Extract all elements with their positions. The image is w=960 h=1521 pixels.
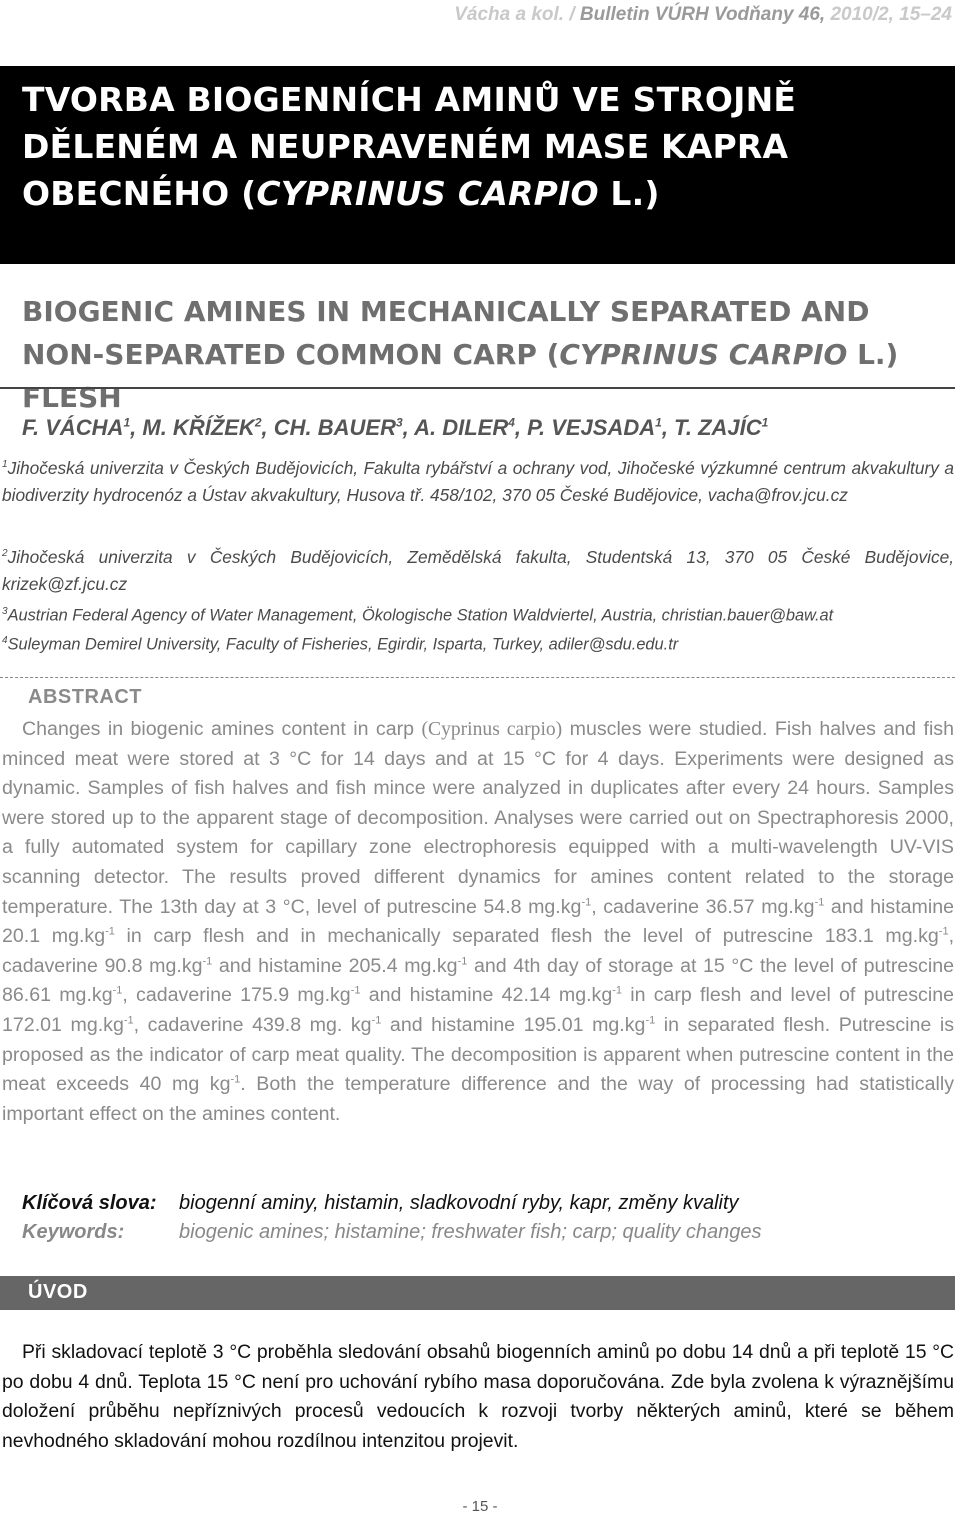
- abstract-segment: in carp flesh and level of putrescine 172.01 mg.kg: [2, 984, 954, 1036]
- unit-exponent: -1: [581, 896, 592, 909]
- title-divider: [0, 387, 955, 389]
- keywords-czech-label: Klíčová slova:: [22, 1192, 157, 1214]
- author-separator: ,: [130, 415, 143, 440]
- intro-paragraph: Při skladovací teplotě 3 °C proběhla sledování obsahů biogenních aminů po dobu 14 dnů a při teplotě 15 °C po dobu 4 dnů. Teplota 15 °C není pro uchování rybího masa doporučována. Zde byla zvolena k výraznějšímu doložení průběhu nepříznivých procesů vedoucích k rozvoji tvorby některých aminů, které se během nevhodného skladování mohou rozdílnou intenzitou projevit.: [2, 1341, 954, 1452]
- affiliation-3: [2, 598, 954, 629]
- affiliation-4-marker: 4: [2, 635, 8, 646]
- unit-exponent: -1: [612, 984, 623, 997]
- author-affiliation-marker: 1: [761, 415, 769, 430]
- author-name: CH. BAUER: [273, 415, 396, 440]
- author-name: T. ZAJÍC: [674, 415, 762, 440]
- running-head-separator: /: [564, 4, 580, 25]
- keywords-english-values: biogenic amines; histamine; freshwater fish; carp; quality changes: [179, 1221, 762, 1243]
- unit-exponent: -1: [457, 955, 468, 968]
- abstract-segment: and histamine 42.14 mg.kg: [360, 984, 613, 1007]
- abstract-divider: [0, 677, 955, 678]
- author-separator: ,: [402, 415, 415, 440]
- unit-exponent: -1: [814, 896, 825, 909]
- abstract-segment: Changes in biogenic amines content in carp: [22, 718, 422, 740]
- title-en-text: BIOGENIC AMINES IN MECHANICALLY SEPARATED AND NON-SEPARATED COMMON CARP (: [22, 295, 870, 371]
- abstract-segment: and histamine 20.1 mg.kg: [2, 895, 955, 948]
- author-name: A. DILER: [414, 415, 509, 440]
- author-name: M. KŘÍŽEK: [142, 415, 255, 440]
- affiliation-1-marker: 1: [2, 459, 8, 470]
- running-head-authors: Vácha a kol.: [454, 4, 565, 25]
- abstract-segment: , cadaverine 90.8 mg.kg: [2, 925, 955, 977]
- intro-heading-bar: [0, 1276, 955, 1310]
- affiliation-4: [2, 627, 954, 658]
- affiliation-1-text: Jihočeská univerzita v Českých Budějovicích, Fakulta rybářství a ochrany vod, Jihočeské výzkumné centrum akvakultury a biodiverzity hydrocenóz a Ústav akvakultury, Husova tř. 458/102, 370 05 České Budějovice, vacha@frov.jcu.cz: [2, 457, 954, 505]
- intro-heading: ÚVOD: [28, 1281, 88, 1303]
- affiliation-2-marker: 2: [2, 548, 8, 559]
- page-number: - 15 -: [462, 1498, 498, 1515]
- author-affiliation-marker: 1: [123, 415, 131, 430]
- keywords-czech: [22, 1192, 739, 1215]
- unit-exponent: -1: [938, 925, 949, 938]
- keywords-czech-values: biogenní aminy, histamin, sladkovodní ryby, kapr, změny kvality: [179, 1192, 739, 1214]
- affiliation-4-text: Suleyman Demirel University, Faculty of Fisheries, Egirdir, Isparta, Turkey, adiler@sdu.edu.tr: [7, 635, 679, 654]
- keywords-english: [22, 1221, 762, 1244]
- running-head-issue: 2010/2, 15–24: [825, 4, 952, 25]
- abstract-segment: , cadaverine 175.9 mg.kg: [122, 984, 351, 1007]
- abstract-segment: in separated flesh. Putrescine is proposed as the indicator of carp meat quality. The decomposition is apparent when putrescine content in the meat exceeds 40 mg kg: [2, 1013, 954, 1096]
- author-list: [22, 415, 768, 441]
- unit-exponent: -1: [105, 925, 115, 938]
- paper-title-czech: [22, 76, 952, 217]
- abstract-segment: and histamine 205.4 mg.kg: [212, 954, 458, 977]
- author-affiliation-marker: 1: [655, 415, 662, 430]
- unit-exponent: -1: [112, 984, 123, 997]
- title-en-text-end: L.) FLESH: [22, 338, 899, 414]
- author-affiliation-marker: 4: [508, 415, 515, 430]
- abstract-segment: and 4th day of storage at 15 °C the level of putrescine 86.61 mg.kg: [2, 954, 954, 1007]
- title-cz-text: TVORBA BIOGENNÍCH AMINŮ VE STROJNĚ DĚLENÉM A NEUPRAVENÉM MASE KAPRA OBECNÉHO (: [22, 80, 797, 213]
- author-separator: ,: [261, 415, 274, 440]
- unit-exponent: -1: [350, 984, 361, 997]
- keywords-english-label: Keywords:: [22, 1221, 125, 1243]
- author-name: P. VEJSADA: [527, 415, 656, 440]
- abstract-heading: ABSTRACT: [28, 686, 142, 708]
- running-head-journal: Bulletin VÚRH Vodňany 46,: [579, 4, 826, 25]
- abstract-segment: , cadaverine 36.57 mg.kg: [591, 895, 815, 918]
- author-affiliation-marker: 2: [254, 415, 262, 430]
- author-name: F. VÁCHA: [22, 415, 124, 440]
- affiliation-3-marker: 3: [2, 606, 8, 617]
- affiliation-1: [2, 451, 954, 509]
- title-cz-species: CYPRINUS CARPIO: [256, 174, 599, 213]
- title-cz-text-end: L.): [598, 174, 660, 213]
- affiliation-2-text: Jihočeská univerzita v Českých Budějovicích, Zemědělská fakulta, Studentská 13, 370 05 České Budějovice, krizek@zf.jcu.cz: [2, 546, 954, 594]
- unit-exponent: -1: [123, 1014, 134, 1027]
- abstract-segment: . Both the temperature difference and the way of processing had statistically important effect on the amines content.: [2, 1073, 954, 1125]
- unit-exponent: -1: [371, 1014, 382, 1027]
- unit-exponent: -1: [645, 1014, 656, 1027]
- abstract-segment: (Cyprinus carpio): [421, 719, 563, 740]
- abstract-segment: in carp flesh and in mechanically separated flesh the level of putrescine 183.1 mg.kg: [114, 925, 939, 948]
- affiliation-3-text: Austrian Federal Agency of Water Management, Ökologische Station Waldviertel, Austria, christian.bauer@baw.at: [7, 606, 834, 625]
- title-en-species: CYPRINUS CARPIO: [559, 338, 848, 371]
- running-header: [454, 4, 952, 26]
- author-affiliation-marker: 3: [395, 415, 403, 430]
- paper-title-english: [22, 290, 922, 419]
- abstract-segment: and histamine 195.01 mg.kg: [381, 1013, 646, 1036]
- unit-exponent: -1: [230, 1073, 241, 1086]
- author-separator: ,: [661, 415, 675, 440]
- affiliation-2: [2, 540, 954, 598]
- author-separator: ,: [514, 415, 528, 440]
- abstract-segment: , cadaverine 439.8 mg. kg: [133, 1013, 372, 1036]
- unit-exponent: -1: [202, 955, 213, 968]
- abstract-segment: muscles were studied. Fish halves and fish minced meat were stored at 3 °C for 14 days and at 15 °C for 4 days. Experiments were designed as dynamic. Samples of fish halves and fish mince were analyzed in duplicates after every 24 hours. Samples were stored up to the apparent stage of decomposition. Analyses were carried out on Spectraphoresis 2000, a fully automated system for capillary zone electrophoresis equipped with a multi-wavelength UV-VIS scanning detector. The results proved different dynamics for amines content related to the storage temperature. The 13th day at 3 °C, level of putrescine 54.8 mg.kg: [2, 718, 954, 918]
- abstract-text: [2, 715, 954, 1129]
